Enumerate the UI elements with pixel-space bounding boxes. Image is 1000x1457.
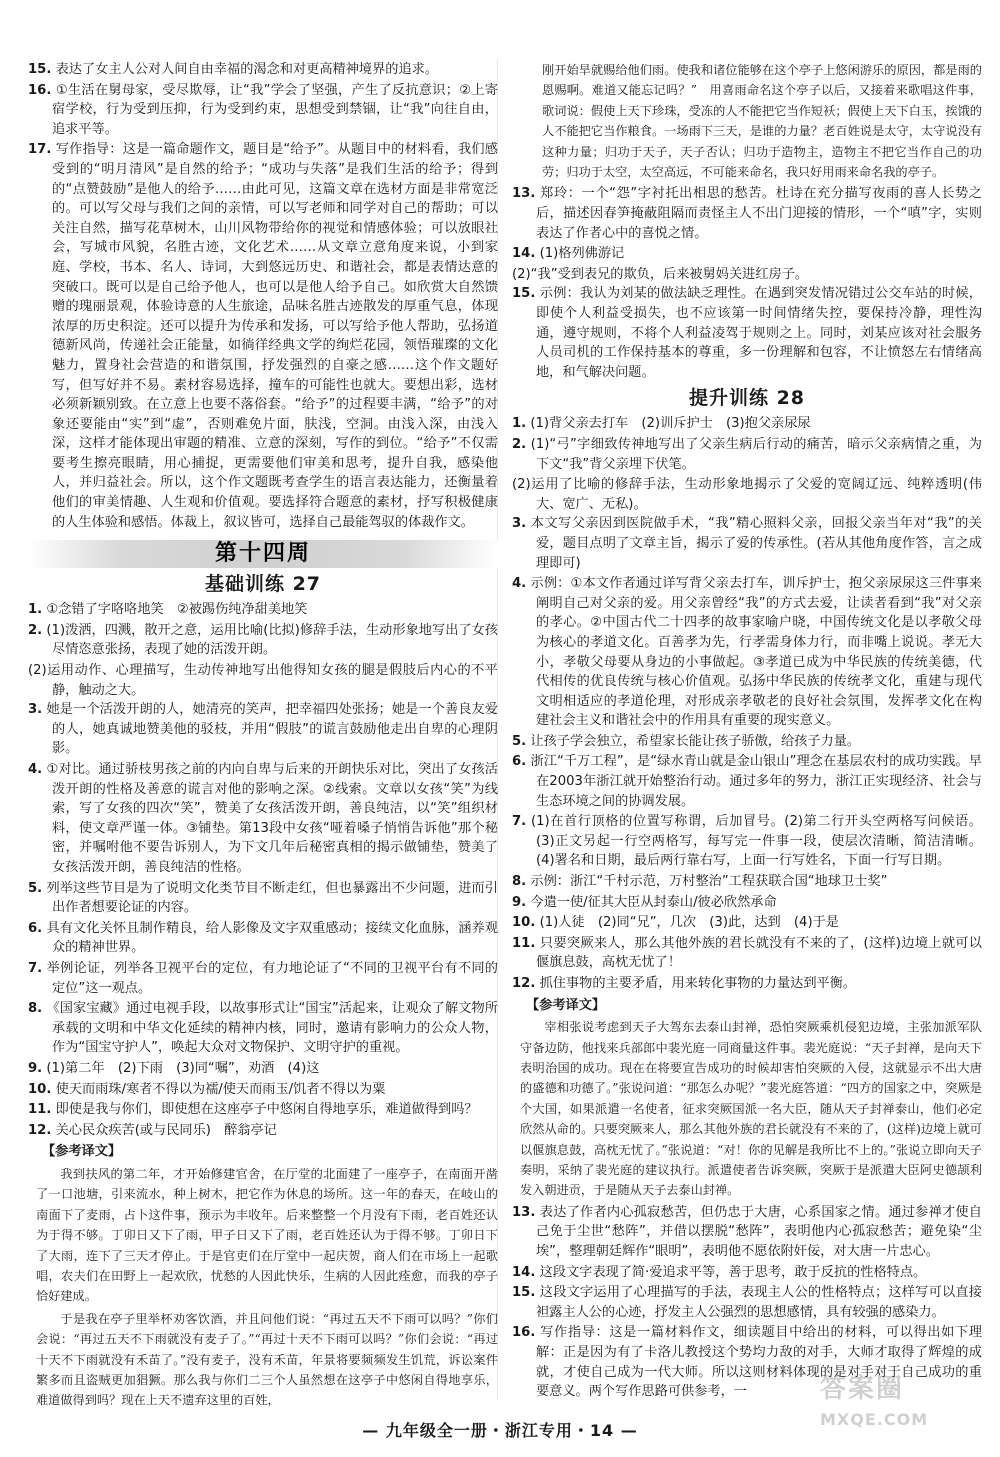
item-number: 16. — [28, 82, 52, 98]
answer-item — [28, 81, 498, 140]
item-number: 17. — [28, 142, 52, 158]
item-text: 浙江“千万工程”，是“绿水青山就是金山银山”理念在基层农村的成功实践。早在2003年浙江就开始整治行动。通过多年的努力，浙江正实现经济、社会与生态环境之间的协调发展。 — [530, 754, 982, 809]
answer-item — [512, 244, 982, 264]
item-text: 即使是我与你们，即使想在这座亭子中悠闲自得地享乐，难道做得到吗？ — [55, 1102, 478, 1118]
watermark-text: 答案圈 — [820, 1374, 905, 1404]
item-text: 示例：①本文作者通过详写背父亲去打车，训斥护士，抱父亲尿尿这三件事来阐明自己对父亲的爱。用父亲曾经“我”的方式去爱，让读者看到“我”对父亲的孝心。②中国古代二十四孝的故事家喻户晓，中国传统文化是以孝敬父母为核心的孝道文化。百善孝为先，行孝需身体力行，而非嘴上说说。孝无大小，孝敬父母要从身边的小事做起。③孝道已成为中华民族的传统美德，代代相传的优良传统与核心价值观。弘扬中华民族的传统孝文化，重建与现代文明相适应的孝道伦理，对形成亲孝敬老的良好社会氛围，发挥孝文化在构建社会主义和谐社会中的作用具有重要的现实意义。 — [530, 576, 982, 729]
item-number: 10. — [512, 915, 536, 931]
item-text: 写作指导：这是一篇材料作文，细读题目中给出的材料，可以得出如下理解：正是因为有了卡洛儿教授这个势均力敌的对手，大师才取得了辉煌的成就，才使自己成为一代大师。所以这则材料体现的是对手对于自己成功的重要意义。两个写作思路可供参考，一 — [536, 1325, 982, 1400]
drill-item — [512, 414, 982, 434]
drill-item — [512, 913, 982, 933]
item-text: 表达了女主人公对人间自由幸福的渴念和对更高精神境界的追求。 — [55, 62, 439, 77]
drill-item — [28, 959, 498, 998]
drill-item — [512, 475, 982, 514]
item-text: (1)背父亲去打车 (2)训斥护士 (3)抱父亲尿尿 — [530, 416, 811, 432]
left-column — [28, 60, 498, 1413]
drill-item — [28, 1080, 498, 1100]
item-number: 1. — [512, 416, 527, 432]
drill-item — [28, 1121, 498, 1141]
item-text: (1)格列佛游记 — [539, 246, 625, 262]
answer-item — [512, 184, 982, 243]
item-text: 本文写父亲因到医院做手术，“我”精心照料父亲，回报父亲当年对“我”的关爱，题目点明了文章主旨，揭示了爱的传承性。(若从其他角度作答，言之成理即可) — [530, 516, 982, 571]
drill-item — [512, 435, 982, 474]
drill-item — [28, 621, 498, 660]
drill-item — [28, 879, 498, 918]
item-text: (2)运用动作、心理描写，生动传神地写出他得知女孩的腿是假肢后内心的不平静，触动之大。 — [28, 663, 498, 698]
answer-item — [512, 1263, 982, 1283]
drill-item — [512, 514, 982, 573]
drill-item — [512, 974, 982, 994]
drill-item — [512, 752, 982, 811]
item-text: 列举这些节目是为了说明文化类节目不断走红，但也暴露出不少问题，进而引出作者想要论证的内容。 — [46, 880, 498, 916]
page-footer: — 九年级全一册・浙江专用・14 — — [362, 1421, 638, 1440]
item-text: 她是一个活泼开朗的人，她清亮的笑声，把幸福四处张扬；她是一个善良友爱的人，她真诚地赞美他的驳枝，并用“假肢”的谎言鼓励他走出自卑的心理阴影。 — [46, 702, 498, 757]
answer-item — [512, 284, 982, 382]
item-number: 4. — [512, 576, 527, 592]
item-text: 这段文字运用了心理描写的手法，表现主人公的性格特点；这样写可以直接袒露主人公的心迹，抒发主人公强烈的思想感情，具有较强的感染力。 — [536, 1285, 982, 1320]
drill-item — [28, 760, 498, 878]
drill-item — [28, 700, 498, 759]
watermark-domain: MXQE.COM — [820, 1410, 929, 1429]
item-number: 15. — [28, 62, 52, 77]
item-number: 2. — [28, 622, 43, 638]
section-title-advanced: 提升训练 28 — [688, 387, 806, 410]
item-number: 16. — [512, 1325, 536, 1341]
drill-item — [512, 732, 982, 752]
item-text: (1)在首行顶格的位置写称谓，后加冒号。(2)第二行开头空两格写问候语。(3)正文另起一行空两格写，每写完一件事一段，使层次清晰，简洁清晰。(4)署名和日期，最后两行靠右写，上面一行写姓名，下面一行写日期。 — [530, 814, 982, 869]
item-number: 11. — [512, 935, 536, 951]
item-text: 写作指导：这是一篇命题作文，题目是“给予”。从题目中的材料看，我们感受到的“明月清风”是自然的给予；“成功与失落”是我们生活的给予；得到的“点赞鼓励”是他人的给予……由此可见，这篇文章在选材方面是非常宽泛的。可以写父母与我们之间的亲情，可以写老师和同学对自己的帮助；可以关注自然，描写花草树木，山川风物带给你的视觉和情感体验；可以放眼社会，写城市风貌，名胜古迹，文化艺术……从文章立意角度来说，小到家庭、学校，书本、名人、诗词，大到悠远历史、和谐社会，都是表情达意的突破口。既可以是自己给予他人，也可以是他人给予自己。如欣赏大自然馈赠的瑰丽景观，体验诗意的人生旅途，品味名胜古迹散发的厚重气息，体现浓厚的历史积淀。还可以提升为传承和发扬，可以写给予他人帮助，弘扬道德新风尚，传递社会正能量，如徜徉经典文学的绚烂花园，领悟璀璨的文化魅力，置身社会营造的和谐氛围，抒发强烈的自豪之感……这个作文题好写，但写好并不易。素材容易选择，撞车的可能性也就大。要想出彩，选材必须新颖别致。在立意上也要不落俗套。“给予”的过程要丰满，“给予”的对象还要能由“实”到“虚”，否则难免片面，肤浅，空洞。由浅入深，由浅入深，这样才能体现出审题的精准、立意的深刻，写作的到位。“给予”不仅需要考生擦亮眼睛，用心捕捉，更需要他们审美和思考，提升自我，感染他人，并归益社会。所以，这个作文题既考查学生的语言表达能力，还衡量着他们的审美情趣、人生观和价值观。要选择符合题意的素材，抒写积极健康的人生体验和感悟。体裁上，叙议皆可，选择自己最能驾驭的体裁作文。 — [52, 142, 498, 530]
item-number: 13. — [512, 186, 536, 202]
drill-item — [28, 1100, 498, 1120]
drill-item — [28, 919, 498, 958]
item-number: 6. — [28, 920, 43, 936]
item-text: 让孩子学会独立，希望家长能让孩子骄傲，给孩子力量。 — [530, 733, 861, 749]
right-column — [512, 60, 982, 1403]
drill-item — [512, 812, 982, 871]
item-text: 《国家宝藏》通过电视手段，以故事形式让“国宝”活起来，让观众了解文物所承载的文明和中华文化延续的精神内核，同时，邀请有影响力的公众人物，作为“国宝守护人”，唤起大众对文物保护、文明守护的重视。 — [46, 1001, 498, 1056]
item-number: 3. — [28, 702, 43, 718]
item-number: 9. — [28, 1060, 43, 1076]
item-text: ①念错了字咯咯地笑 ②被踢伤纯净甜美地笑 — [46, 602, 308, 618]
answer-item — [28, 140, 498, 532]
item-text: 抓住事物的主要矛盾，用来转化事物的力量达到平衡。 — [539, 976, 857, 991]
item-number: 11. — [28, 1102, 52, 1118]
section-title-basic: 基础训练 27 — [204, 573, 322, 596]
item-text: 这段文字表现了简·爱追求平等，善于思考，敢于反抗的性格特点。 — [539, 1264, 927, 1280]
item-text: ①生活在舅母家，受尽欺辱，让“我”学会了坚强，产生了反抗意识；②上寄宿学校，行为受到压抑，行为受到约束，思想受到禁锢，让“我”向往自由，追求平等。 — [52, 82, 498, 137]
item-number: 9. — [512, 894, 527, 910]
item-text: 使天而雨珠/寒者不得以为襦/使天而雨玉/饥者不得以为粟 — [55, 1081, 386, 1097]
item-number: 12. — [512, 976, 536, 991]
answer-item — [512, 1203, 982, 1262]
item-text: 关心民众疾苦(或与民同乐) 醉翁亭记 — [55, 1122, 277, 1138]
drill-item — [512, 872, 982, 892]
answer-item — [512, 265, 982, 285]
translation-paragraph: 我到扶风的第二年，才开始修建官舍，在厅堂的北面建了一座亭子，在南面开凿了一口池塘，引来流水，种上树木，把它作为休息的场所。这一年的春天，在岐山的南面下了麦雨，占卜这件事，预示为丰收年。后来整整一个月没有下雨，老百姓还认为于得不够。丁卯日又下了雨，甲子日又下了雨，老百姓还认为于得不够。丁卯日下了大雨，连下了三天才停止。于是官吏们在厅堂中一起庆贺，商人们在市场上一起歌唱，农夫们在田野上一起欢欣，忧愁的人因此快乐，生病的人因此痊愈，而我的亭子恰好建成。 — [36, 1166, 498, 1304]
item-number: 7. — [512, 814, 527, 830]
translation-paragraph: 于是我在亭子里举杯劝客饮酒，并且问他们说：“再过五天不下雨可以吗？”你们会说：“再过五天不下雨就没有麦子了。”“再过十天不下雨可以吗？”你们会说：“再过十天不下雨就没有禾苗了。”没有麦子，没有禾苗，年景将要频频发生饥荒，诉讼案件繁多而且盗贼更加猖獗。那么我与你们二三个人虽然想在这亭子中悠闲自得地享乐，难道做得到吗？现在上天不遗弃这里的百姓， — [36, 1311, 498, 1408]
item-number: 14. — [512, 1264, 536, 1280]
item-number: 8. — [512, 874, 527, 890]
item-text: (2)“我”受到表兄的欺负，后来被舅妈关进红房子。 — [512, 266, 809, 282]
drill-item — [512, 893, 982, 913]
item-number: 15. — [512, 286, 536, 302]
item-text: 具有文化关怀且制作精良，给人影像及文字双重感动；接续文化血脉，涵养观众的精神世界。 — [46, 920, 498, 956]
item-number: 5. — [28, 880, 43, 896]
drill-item — [28, 661, 498, 700]
drill-item — [28, 1059, 498, 1079]
item-text: 示例：我认为刘某的做法缺乏理性。在遇到突发情况错过公交车站的时候，即使个人利益受损失，也不应该第一时间情绪失控，要保持冷静，理性沟通，遵守规则，不将个人利益凌驾于规则之上。同时，刘某应该对社会服务人员司机的工作保持基本的尊重，多一份理解和包容，不让愤怒左右情绪高地，和气解决问题。 — [536, 286, 982, 380]
item-text: (1)“弓”字细致传神地写出了父亲生病后行动的痛苦，暗示父亲病情之重，为下文“我”背父亲埋下伏笔。 — [530, 436, 982, 472]
item-text: 示例：浙江“千村示范，万村整治”工程获联合国“地球卫士奖” — [530, 874, 888, 890]
item-number: 3. — [512, 516, 527, 532]
item-text: 表达了作者内心孤寂愁苦，但仍忠于大唐，心系国家之情。通过参禅才使自己免于尘世“愁阵”，并借以摆脱“愁阵”，表明他内心孤寂愁苦；避免染“尘埃”，整理朝廷辉作“眼明”，表明他不愿依附奸佞，对大唐一片忠心。 — [536, 1204, 982, 1260]
translation-continued: 刚开始旱就赐给他们雨。使我和诸位能够在这个亭子上悠闲游乐的原因，都是雨的恩赐啊。难道又能忘记吗？” 用喜雨命名这个亭子以后，又接着来歌唱这件事，歌词说：假使上天下珍珠，受冻的人不能把它当作短袄；假使上天下白玉，挨饿的人不能把它当作粮食。一场雨下三天，是谁的力量？老百姓说是太守，太守说没有这种力量；归功于天子，天子否认；归功于造物主，造物主不把它当作自己的功劳；归功于太空，太空高远，不可能来命名，我只好用雨来命名我的亭子。 — [542, 63, 982, 180]
item-number: 2. — [512, 436, 527, 452]
translation-paragraph: 宰相张说考虑到天子大驾东去泰山封禅，恐怕突厥乘机侵犯边境，主张加派军队守备边防，他找来兵部郎中裴光庭一同商量这件事。裴光庭说：“天子封禅，是向天下表明治国的成功。现在在将要宣告成功的时候却害怕突厥的入侵，这就显示不出大唐的盛德和功德了。”张说问道：“那怎么办呢？”裴光庭答道：“四方的国家之中，突厥是个大国，如果派遣一名使者，征求突厥国派一名大臣，随从天子封禅泰山，他们必定欣然从命的。只要突厥来人，那么其他外族的君长就没有不来的了，(这样)边境上就可以偃旗息鼓，高枕无忧了。”张说道：“对！你的见解是我所比不上的。”张说立即向天子奏明，采纳了裴光庭的建议执行。派遣使者告诉突厥，突厥于是派遣大臣阿史德颉利发入朝进贡，于是随从天子去泰山封禅。 — [520, 1020, 982, 1198]
item-number: 7. — [28, 960, 43, 976]
item-text: 只要突厥来人，那么其他外族的君长就没有不来的了，(这样)边境上就可以偃旗息鼓，高枕无忧了！ — [536, 935, 982, 971]
translation-label: 【参考译文】 — [42, 1144, 122, 1160]
item-number: 8. — [28, 1001, 43, 1017]
item-text: (1)人徒 (2)同“兄”，几次 (3)此，达到 (4)于是 — [539, 915, 839, 931]
watermark-logo — [820, 1369, 980, 1439]
item-number: 14. — [512, 246, 536, 262]
week-title: 第十四周 — [214, 541, 311, 567]
item-number: 4. — [28, 762, 43, 777]
item-text: (1)第二年 (2)下雨 (3)同“嘱”，劝酒 (4)这 — [46, 1060, 320, 1076]
item-text: 今遣一使/征其大臣从封泰山/彼必欣然承命 — [530, 894, 777, 910]
item-text: 举例论证，列举各卫视平台的定位，有力地论证了“不同的卫视平台有不同的定位”这一观点。 — [46, 960, 498, 996]
item-number: 6. — [512, 754, 527, 770]
item-number: 13. — [512, 1204, 536, 1220]
item-text: 郑玲：一个“怨”字衬托出相思的愁苦。杜诗在充分描写夜雨的喜人长势之后，描述因春笋掩蔽阻隔而责怪主人不出门迎接的情形，一个“嗔”字，实则表达了作者心中的喜悦之情。 — [536, 186, 982, 241]
translation-label-right: 【参考译文】 — [526, 997, 606, 1013]
item-number: 1. — [28, 602, 43, 618]
drill-item — [28, 999, 498, 1058]
week-banner — [28, 540, 498, 568]
answer-item — [512, 1283, 982, 1322]
answer-item — [28, 60, 498, 80]
drill-item — [512, 934, 982, 973]
item-text: ①对比。通过骄枝男孩之前的内向自卑与后来的开朗快乐对比，突出了女孩活泼开朗的性格及善意的谎言对他的影响之深。②线索。文章以女孩“笑”为线索，写了女孩的四次“笑”，赞美了女孩活泼开朗，善良纯洁，以“笑”组织材料，使文章严谨一体。③铺垫。第13段中女孩“哑着嗓子悄悄告诉他”那个秘密，并嘱咐他不要告诉别人，为下文几年后秘密真相的揭示做铺垫，赞美了女孩活泼开朗，善良纯洁的性格。 — [46, 762, 498, 875]
item-text: (2)运用了比喻的修辞手法，生动形象地揭示了父爱的宽阔辽远、纯粹透明(伟大、宽广、无私)。 — [512, 477, 982, 512]
item-text: (1)泼洒，四溅，散开之意，运用比喻(比拟)修辞手法，生动形象地写出了女孩尽情恣意张扬，表现了她的活泼开朗。 — [46, 622, 498, 658]
item-number: 5. — [512, 733, 527, 749]
item-number: 15. — [512, 1285, 536, 1301]
item-number: 10. — [28, 1081, 52, 1097]
item-number: 12. — [28, 1122, 52, 1138]
drill-item — [28, 600, 498, 620]
drill-item — [512, 574, 982, 731]
